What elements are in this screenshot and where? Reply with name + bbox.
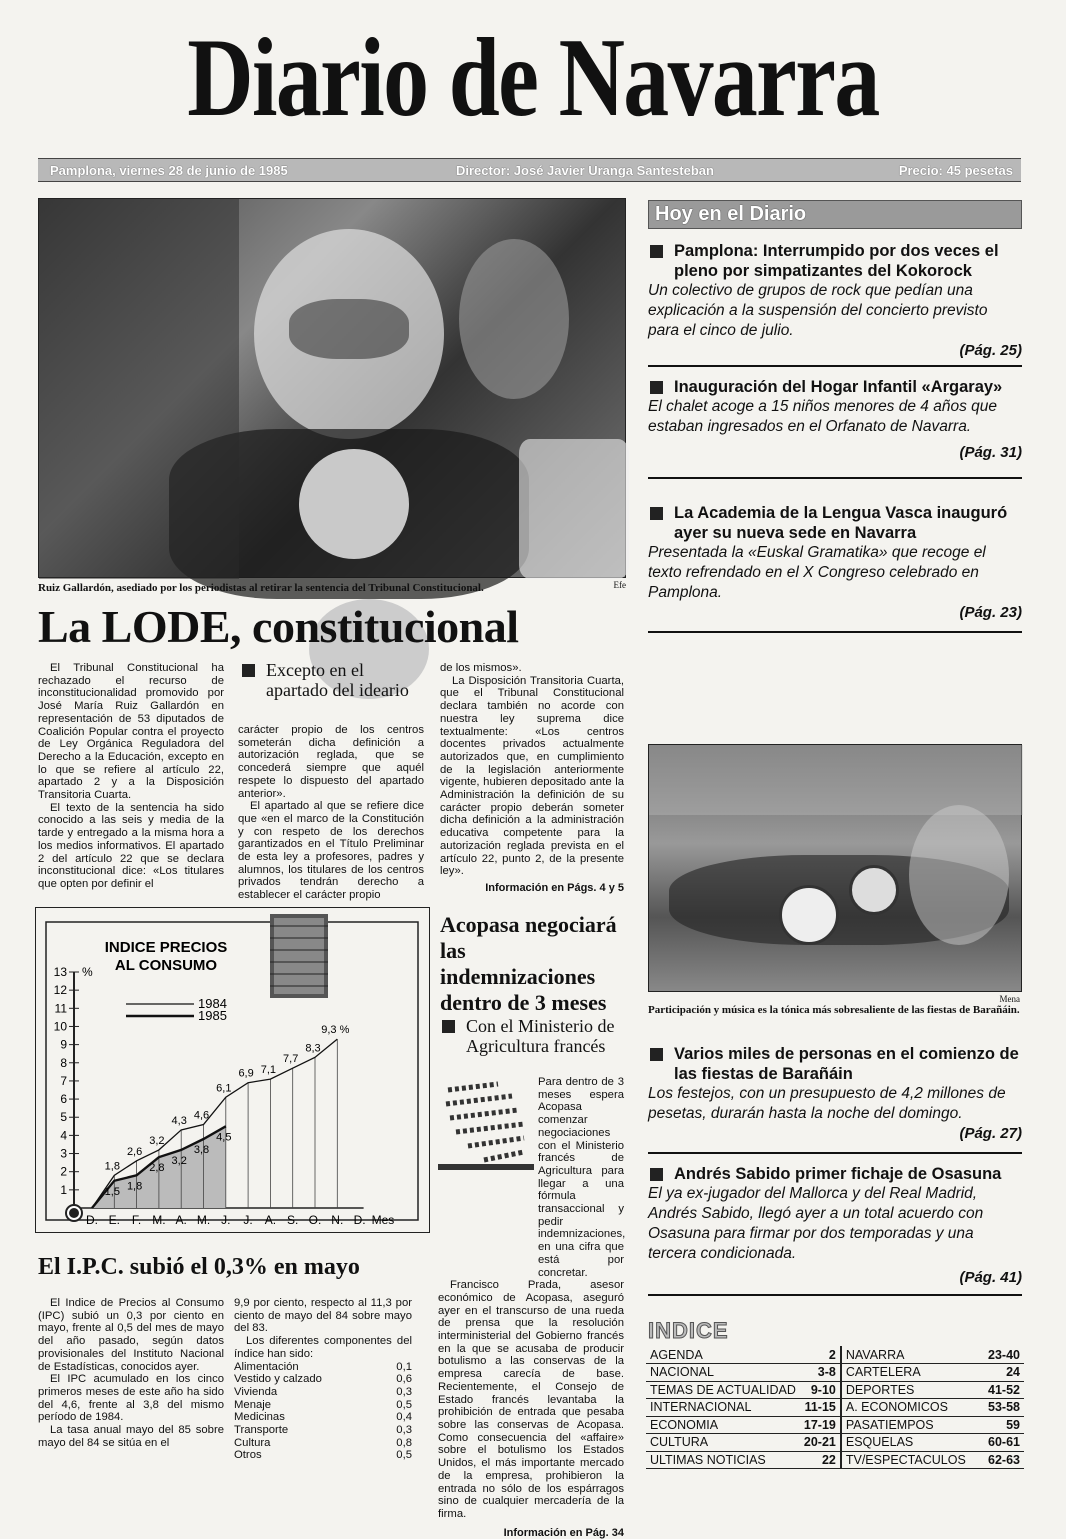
indice-row[interactable]	[646, 1381, 841, 1399]
issue-price: Precio: 45 pesetas	[898, 163, 1013, 178]
indice-right-table	[842, 1346, 1024, 1469]
y-tick-label: 10	[53, 1019, 67, 1034]
indice-section-pages: 59	[981, 1416, 1024, 1434]
square-bullet-icon	[650, 1048, 663, 1061]
indice-section-pages: 22	[800, 1451, 841, 1469]
lode-paragraph: La Disposición Transitoria Cuarta, que el Tribunal Constitucional declara también no acorde con nuestra ley suprema dice textualmente: «Los centros docentes privados actualmente autorizados que, en cumplimiento de la legislación anteriormente vigente, hubieren depositado ante la Administración la definición de su carácter propio deberán someter dicha definición a la administración educativa competente para la autorización reglada prevista en el artículo 22, punto 2, de la presente ley».	[440, 674, 624, 878]
indice-section-name: NAVARRA	[842, 1346, 981, 1364]
ipc-paragraph: El Indice de Precios al Consumo (IPC) subió un 0,3 por ciento en mayo, frente al 0,5 del mes de mayo del año pasado, según datos provisionales del Instituto Nacional de Estadísticas, conocidos ayer.	[38, 1297, 224, 1373]
y-axis-unit-label: %	[82, 965, 93, 979]
square-bullet-icon	[650, 381, 663, 394]
y-tick-label: 2	[60, 1164, 67, 1179]
indice-section-name: ESQUELAS	[842, 1434, 981, 1452]
fiesta-photo	[648, 744, 1022, 992]
indice-row[interactable]	[646, 1399, 841, 1417]
y-tick-label: 13	[53, 965, 67, 979]
indice-row[interactable]	[842, 1434, 1024, 1452]
indice-section-pages: 2	[800, 1346, 841, 1364]
indice-section-pages: 9-10	[800, 1381, 841, 1399]
x-tick-label: O.	[308, 1213, 322, 1227]
x-tick-label: D.	[86, 1213, 98, 1227]
hoy-item-text: Un colectivo de grupos de rock que pedían una explicación a la suspensión del concierto previsto para el cinco de julio.	[648, 282, 988, 339]
x-tick-label: F.	[131, 1213, 142, 1227]
data-label: 9,3 %	[321, 1024, 350, 1037]
square-bullet-icon	[650, 245, 663, 258]
indice-section-pages: 20-21	[800, 1434, 841, 1452]
acopasa-subhead: Con el Ministerio de Agricultura francés	[466, 1016, 615, 1056]
hoy-item-page: (Pág. 41)	[959, 1269, 1022, 1286]
indice-section-pages: 11-15	[800, 1399, 841, 1417]
lode-paragraph: El texto de la sentencia ha sido conocido a las seis y media de la tarde y entregado a la misma hora a los medios informativos. El apartado 2 del artículo 22 que se declara inconstitucional dice: «Los titulares que opten por definir el	[38, 801, 224, 890]
indice-left-table	[646, 1346, 842, 1469]
acopasa-subhead-block	[440, 1016, 626, 1056]
legend-label: 1984	[198, 996, 227, 1011]
y-tick-label: 7	[60, 1073, 67, 1088]
x-tick-label: A.	[264, 1213, 277, 1227]
indice-row[interactable]	[842, 1346, 1024, 1364]
lode-column-3	[440, 662, 624, 895]
indice-section-name: CARTELERA	[842, 1364, 981, 1382]
hoy-item-page: (Pág. 27)	[959, 1125, 1022, 1142]
data-label: 2,6	[126, 1145, 143, 1158]
indice-row[interactable]	[842, 1364, 1024, 1382]
y-tick-label: 9	[60, 1037, 67, 1052]
ipc-chart-box	[35, 907, 430, 1233]
component-row: Alimentación 0,1	[234, 1360, 412, 1373]
indice-section-name: PASATIEMPOS	[842, 1416, 981, 1434]
ipc-components-list	[234, 1361, 412, 1463]
hoy-en-el-diario-lower	[648, 1044, 1022, 1296]
lode-paragraph: El Tribunal Constitucional ha rechazado el recurso de inconstitucionalidad promovido por José María Ruiz Gallardón en representación de 53 diputados de Coalición Popular contra el proyecto de Ley Orgánica Reguladora del Derecho a la Educación, excepto en lo que se refiere al artículo 22, apartado 2 y a la Disposición Transitoria Cuarta.	[38, 662, 224, 802]
indice-section-pages: 53-58	[981, 1399, 1024, 1417]
indice-section-pages: 41-52	[981, 1381, 1024, 1399]
square-bullet-icon	[242, 664, 255, 677]
acopasa-more-link[interactable]: Información en Pág. 34	[503, 1526, 624, 1539]
y-tick-label: 11	[54, 1001, 67, 1016]
x-tick-label: A.	[175, 1213, 187, 1227]
info-bar	[38, 158, 1021, 182]
indice-section-pages: 62-63	[981, 1451, 1024, 1469]
hoy-item[interactable]	[648, 503, 1022, 623]
x-tick-label: J.	[243, 1213, 253, 1227]
component-row: Menaje 0,5	[234, 1398, 412, 1411]
hoy-header: Hoy en el Diario	[648, 200, 1022, 229]
lode-column-1	[38, 662, 224, 891]
x-tick-label: E.	[108, 1213, 120, 1227]
x-tick-label: J.	[221, 1213, 231, 1227]
hoy-item-text: El chalet acoge a 15 niños menores de 4 años que estaban ingresados en el Orfanato de Navarra.	[648, 398, 997, 435]
y-tick-label: 5	[60, 1110, 67, 1125]
director-line: Director: José Javier Uranga Santesteban	[456, 163, 714, 178]
indice-section-pages: 3-8	[800, 1364, 841, 1382]
y-tick-label: 6	[60, 1092, 67, 1107]
acopasa-paragraph: Francisco Prada, asesor económico de Acopasa, aseguró ayer en el transcurso de una rueda de prensa que la resolución interministerial del Gobierno francés en la que se acusaba de producir botulismo a las conservas de la empresa carecía de base. Recientemente, el Consejo de Estado francés levantaba la prohibición de entrada que pesaba sobre las conservas de Acopasa. Como consecuencia del «affaire» sobre el botulismo los Estados Unidos, el más importante mercado de la empresa, prohibieron la entrada no sólo de los espárragos sino de cualquier mercadería de la firma.	[438, 1279, 624, 1520]
chart-title-line-2: AL CONSUMO	[114, 957, 218, 974]
hoy-item-title: Pamplona: Interrumpido por dos veces el pleno por simpatizantes del Kokorock	[674, 242, 999, 280]
square-bullet-icon	[442, 1020, 455, 1033]
data-label: 1,8	[104, 1160, 120, 1173]
indice-section-name: INTERNACIONAL	[646, 1399, 800, 1417]
component-row: Otros 0,5	[234, 1449, 412, 1462]
lode-subhead-block	[240, 660, 430, 700]
masthead-title: Diario de Navarra	[187, 16, 879, 140]
chart-title-line-1: INDICE PRECIOS	[104, 939, 228, 956]
data-label: 6,9	[238, 1067, 254, 1080]
ipc-paragraph: Los diferentes componentes del índice han sido:	[234, 1335, 412, 1360]
data-label: 6,1	[216, 1082, 232, 1095]
component-row: Medicinas 0,4	[234, 1411, 412, 1424]
hoy-item-title: Varios miles de personas en el comienzo de las fiestas de Barañáin	[674, 1045, 1019, 1083]
fiesta-photo-credit: Mena	[999, 994, 1020, 1004]
hoy-item-page: (Pág. 23)	[959, 604, 1022, 621]
coin-stack-icon	[270, 914, 328, 998]
data-label: 1,8	[126, 1180, 143, 1193]
ipc-paragraph: El IPC acumulado en los cinco primeros meses de este año ha sido del 4,6, frente al 3,8 del mismo período de 1984.	[38, 1373, 224, 1424]
hoy-item[interactable]	[648, 1164, 1022, 1288]
hoy-item[interactable]	[648, 241, 1022, 361]
y-tick-label: 3	[60, 1146, 67, 1161]
main-photo	[38, 198, 626, 578]
data-label: 7,7	[283, 1053, 299, 1066]
data-label: 8,3	[305, 1042, 321, 1055]
ipc-column-1	[38, 1297, 224, 1449]
ipc-paragraph: La tasa anual mayo del 85 sobre mayo del 84 se sitúa en el	[38, 1424, 224, 1449]
fiesta-photo-caption: Participación y música es la tónica más sobresaliente de las fiestas de Barañáin.	[648, 1004, 1020, 1016]
y-tick-label: 12	[53, 983, 67, 998]
indice-section-pages: 23-40	[981, 1346, 1024, 1364]
lode-paragraph: El apartado al que se refiere dice que «en el marco de la Constitución y con respeto de los derechos garantizados en el Título Preliminar de esta ley a profesores, padres y alumnos, los titulares de los centros privados tendrán derecho a establecer el carácter propio	[238, 800, 424, 902]
data-label: 7,1	[260, 1064, 277, 1077]
square-bullet-icon	[650, 507, 663, 520]
y-tick-label: 1	[60, 1182, 67, 1197]
indice-row[interactable]	[646, 1416, 841, 1434]
indice-section-name: ULTIMAS NOTICIAS	[646, 1451, 800, 1469]
indice-section-name: NACIONAL	[646, 1364, 800, 1382]
indice-row[interactable]	[842, 1381, 1024, 1399]
data-label: 3,2	[149, 1134, 165, 1147]
indice-section-name: TEMAS DE ACTUALIDAD	[646, 1381, 800, 1399]
issue-date: Pamplona, viernes 28 de junio de 1985	[50, 163, 288, 178]
component-row: Transporte 0,3	[234, 1424, 412, 1437]
indice-title: INDICE	[648, 1318, 729, 1343]
y-tick-label: 4	[60, 1128, 67, 1143]
indice-section-pages: 24	[981, 1364, 1024, 1382]
hoy-item-page: (Pág. 25)	[959, 342, 1022, 359]
component-row: Cultura 0,8	[234, 1436, 412, 1449]
component-row: Vivienda 0,3	[234, 1385, 412, 1398]
main-photo-credit: Efe	[613, 580, 626, 590]
data-label: 1,5	[104, 1185, 120, 1198]
y-tick-label: 8	[60, 1055, 67, 1070]
data-label: 4,3	[171, 1114, 187, 1127]
ipc-column-2	[234, 1297, 412, 1462]
lode-paragraph: carácter propio de los centros someterán dicha definición a autorización reglada, que se concederá siempre que aquél respete lo dispuesto del apartado anterior».	[238, 724, 424, 800]
ipc-paragraph: 9,9 por ciento, respecto al 11,3 por ciento de mayo del 84 sobre mayo del 83.	[234, 1297, 412, 1335]
indice-section-name: AGENDA	[646, 1346, 800, 1364]
indice-section-name: A. ECONOMICOS	[842, 1399, 981, 1417]
data-label: 4,6	[193, 1109, 210, 1122]
main-photo-caption: Ruiz Gallardón, asediado por los periodistas al retirar la sentencia del Tribunal Constitucional.	[38, 582, 484, 594]
hoy-item-text: El ya ex-jugador del Mallorca y del Real Madrid, Andrés Sabido, llegó ayer a un total acuerdo con Osasuna para firmar por dos temporadas y una tercera condicionada.	[648, 1185, 984, 1262]
hoy-item[interactable]	[648, 1044, 1022, 1144]
indice-row[interactable]	[842, 1416, 1024, 1434]
acopasa-headline: Acopasa negociará las indemnizaciones dentro de 3 meses	[440, 912, 617, 1015]
acopasa-body	[438, 1076, 624, 1539]
x-tick-label: N.	[331, 1213, 344, 1227]
indice-section-name: CULTURA	[646, 1434, 800, 1452]
indice-section-name: DEPORTES	[842, 1381, 981, 1399]
indice-row[interactable]	[646, 1346, 841, 1364]
indice-row[interactable]	[842, 1451, 1024, 1469]
data-label: 4,5	[216, 1131, 232, 1144]
legend-label: 1985	[198, 1008, 227, 1023]
hoy-item-page: (Pág. 31)	[959, 444, 1022, 461]
ipc-chart	[36, 908, 429, 1232]
x-tick-label: D.	[353, 1213, 366, 1227]
lode-paragraph: de los mismos».	[440, 662, 522, 674]
indice-row[interactable]	[646, 1364, 841, 1382]
data-label: 3,2	[171, 1154, 187, 1167]
data-label: 3,8	[193, 1144, 210, 1157]
hoy-item-title: Andrés Sabido primer fichaje de Osasuna	[674, 1165, 1002, 1183]
indice-section-pages: 60-61	[981, 1434, 1024, 1452]
component-row: Vestido y calzado 0,6	[234, 1373, 412, 1386]
square-bullet-icon	[650, 1168, 663, 1181]
hoy-item-text: Presentada la «Euskal Gramatika» que recoge el texto refrendado en el X Congreso celebrado en Pamplona.	[648, 544, 986, 601]
x-tick-label: M.	[196, 1213, 211, 1227]
indice-row[interactable]	[842, 1399, 1024, 1417]
hoy-item-title: Inauguración del Hogar Infantil «Argaray»	[674, 378, 1003, 396]
hoy-item-text: Los festejos, con un presupuesto de 4,2 millones de pesetas, durarán hasta la noche del domingo.	[648, 1085, 1006, 1122]
lode-column-2	[238, 724, 424, 902]
indice-row[interactable]	[646, 1451, 841, 1469]
x-axis-label: Mes	[371, 1213, 395, 1227]
lode-headline: La LODE, constitucional	[38, 601, 519, 652]
indice-section-name: TV/ESPECTACULOS	[842, 1451, 981, 1469]
indice-section-name: ECONOMIA	[646, 1416, 800, 1434]
lode-more-link[interactable]: Información en Págs. 4 y 5	[485, 881, 624, 894]
x-tick-label: S.	[287, 1213, 299, 1227]
data-label: 2,8	[149, 1162, 165, 1175]
lode-subhead: Excepto en el apartado del ideario	[266, 660, 409, 700]
ipc-headline: El I.P.C. subió el 0,3% en mayo	[38, 1254, 360, 1280]
acopasa-lead-start: Para dentro de 3 meses espera Acopasa comenzar negociaciones con el Ministerio francés de Agricultura para llegar a una fórmula transaccional y pedir indemnizaciones, en una cifra que está por concretar.	[538, 1076, 626, 1279]
x-tick-label: M.	[152, 1213, 166, 1227]
indice-table	[646, 1346, 1024, 1469]
hoy-item-title: La Academia de la Lengua Vasca inauguró ayer su nueva sede en Navarra	[674, 504, 1008, 542]
indice-row[interactable]	[646, 1434, 841, 1452]
hoy-item[interactable]	[648, 377, 1022, 463]
hoy-en-el-diario	[648, 200, 1022, 633]
indice-section-pages: 17-19	[800, 1416, 841, 1434]
